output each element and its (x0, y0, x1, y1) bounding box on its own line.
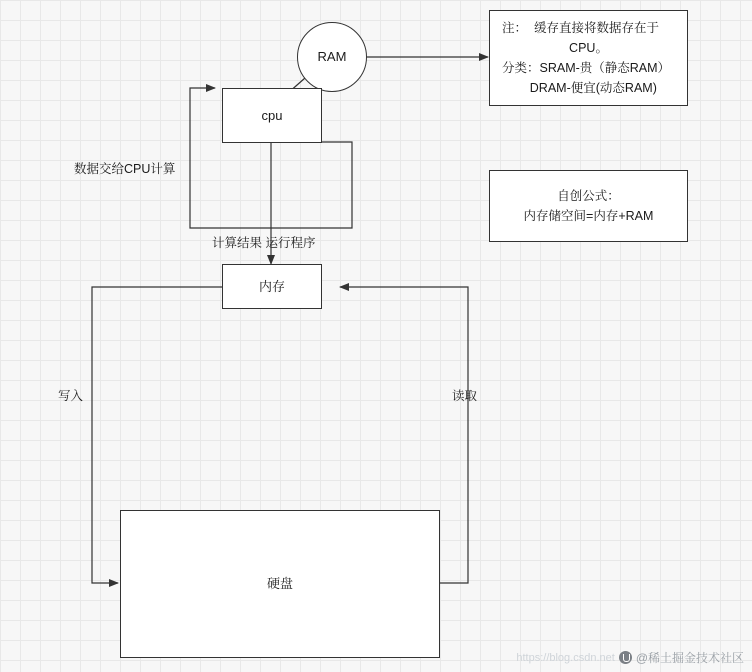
watermark-text: @稀土掘金技术社区 (635, 651, 744, 665)
node-memory-label: 内存 (258, 278, 285, 294)
note-formula (489, 170, 688, 242)
node-memory[interactable] (222, 264, 322, 309)
edge-label-write-text: 写入 (58, 389, 84, 403)
note-formula-line-1: 自创公式： (557, 189, 620, 203)
note-cache-line-1: 注： 缓存直接将数据存在于 (502, 21, 659, 35)
node-ram-label: RAM (317, 49, 347, 65)
note-cache-line-3: 分类：SRAM-贵（静态RAM） (502, 61, 671, 75)
note-formula-line-2: 内存储空间=内存+RAM (523, 209, 654, 223)
juejin-logo-icon (619, 651, 632, 664)
edge-label-to-memory (212, 233, 315, 251)
edge-label-write (58, 386, 83, 404)
note-cache-line-4: DRAM-便宜(动态RAM) (502, 81, 657, 95)
edge-label-read-text: 读取 (452, 389, 478, 403)
node-disk[interactable] (120, 510, 440, 658)
watermark-faint-text: https://blog.csdn.net (516, 651, 615, 664)
node-disk-label: 硬盘 (266, 576, 293, 592)
note-cache-line-2: CPU。 (569, 41, 608, 55)
node-cpu-label: cpu (261, 107, 283, 123)
edge-label-read (452, 386, 477, 404)
edge-label-to-memory-text: 计算结果 运行程序 (212, 236, 316, 250)
node-cpu[interactable] (222, 88, 322, 143)
watermark (516, 649, 744, 666)
edge-label-to-cpu (74, 159, 175, 177)
node-ram[interactable] (297, 22, 367, 92)
edge-label-to-cpu-text: 数据交给CPU计算 (74, 162, 176, 176)
note-cache (489, 10, 688, 106)
